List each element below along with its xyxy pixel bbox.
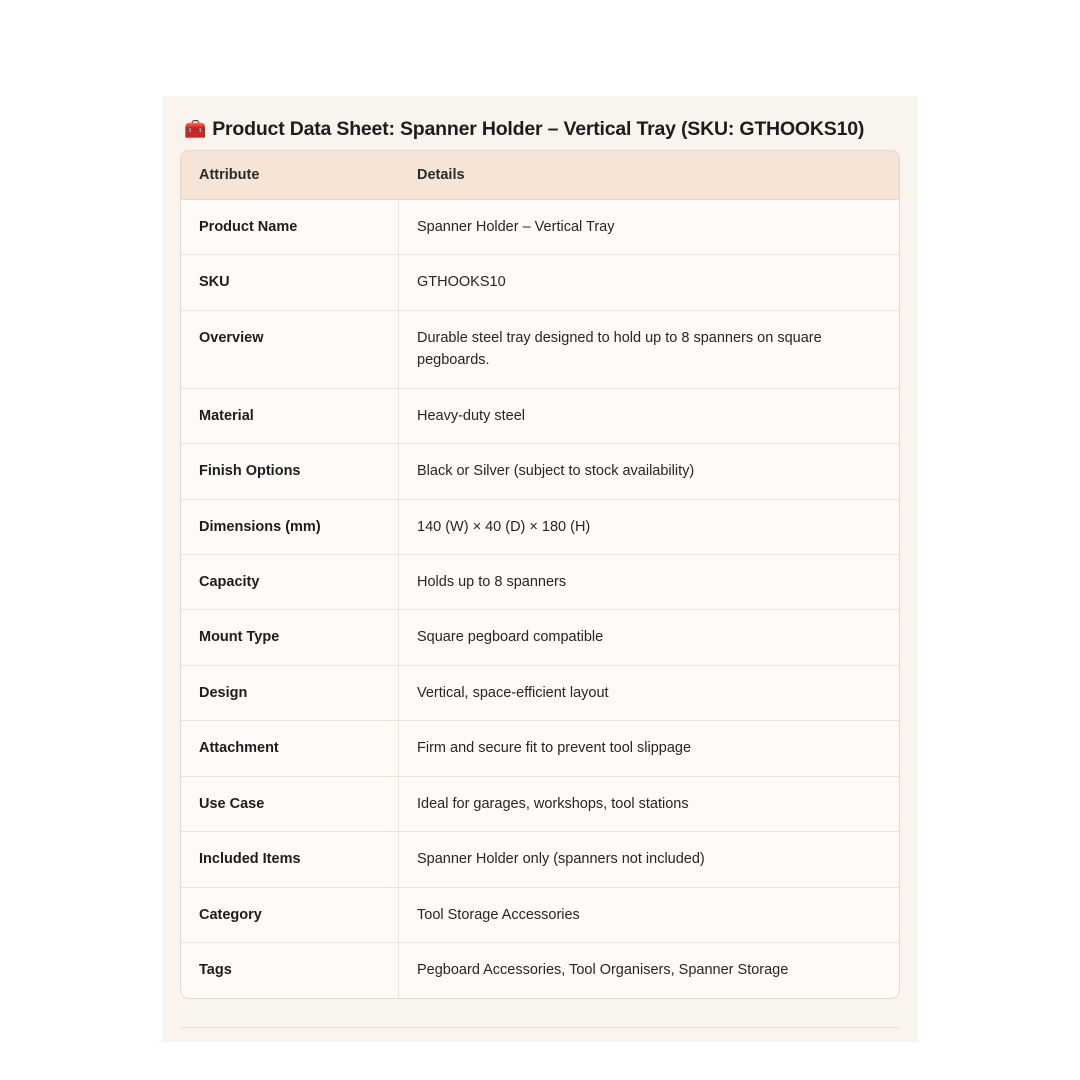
page-title bbox=[162, 96, 918, 150]
row-details: Heavy-duty steel bbox=[399, 389, 899, 444]
toolbox-icon: 🧰 bbox=[184, 119, 207, 139]
row-attribute: Category bbox=[181, 888, 399, 943]
row-details: Spanner Holder only (spanners not included) bbox=[399, 832, 899, 887]
column-header-details: Details bbox=[399, 151, 899, 200]
row-details: Spanner Holder – Vertical Tray bbox=[399, 200, 899, 255]
table-row bbox=[181, 555, 899, 610]
row-attribute: Use Case bbox=[181, 777, 399, 832]
table-row bbox=[181, 389, 899, 444]
row-attribute: Tags bbox=[181, 943, 399, 997]
row-details: 140 (W) × 40 (D) × 180 (H) bbox=[399, 500, 899, 555]
row-attribute: Attachment bbox=[181, 721, 399, 776]
table-row bbox=[181, 888, 899, 943]
row-attribute: Material bbox=[181, 389, 399, 444]
row-details: Durable steel tray designed to hold up to 8 spanners on square pegboards. bbox=[399, 311, 899, 389]
table-row bbox=[181, 311, 899, 389]
table-row bbox=[181, 832, 899, 887]
table-row bbox=[181, 200, 899, 255]
table-row bbox=[181, 666, 899, 721]
row-details: Holds up to 8 spanners bbox=[399, 555, 899, 610]
table-header-row bbox=[181, 151, 899, 200]
row-attribute: Finish Options bbox=[181, 444, 399, 499]
table-head bbox=[181, 151, 899, 200]
product-data-table-wrap bbox=[162, 150, 918, 1027]
table-row bbox=[181, 610, 899, 665]
row-details: Tool Storage Accessories bbox=[399, 888, 899, 943]
row-details: Pegboard Accessories, Tool Organisers, Spanner Storage bbox=[417, 962, 789, 979]
table-row bbox=[181, 777, 899, 832]
document-panel bbox=[162, 96, 918, 1042]
row-attribute: Design bbox=[181, 666, 399, 721]
row-details: GTHOOKS10 bbox=[399, 255, 899, 310]
row-details: Firm and secure fit to prevent tool slippage bbox=[399, 721, 899, 776]
row-attribute: Overview bbox=[181, 311, 399, 389]
table-row bbox=[181, 255, 899, 310]
page-title-text: Product Data Sheet: Spanner Holder – Vertical Tray (SKU: GTHOOKS10) bbox=[212, 118, 865, 140]
table-row bbox=[181, 500, 899, 555]
row-details: Vertical, space-efficient layout bbox=[399, 666, 899, 721]
row-attribute: Capacity bbox=[181, 555, 399, 610]
row-attribute: Mount Type bbox=[181, 610, 399, 665]
row-details: Black or Silver (subject to stock availability) bbox=[399, 444, 899, 499]
bottom-divider bbox=[180, 1027, 900, 1042]
table-body bbox=[181, 200, 899, 998]
product-data-table bbox=[180, 150, 900, 999]
row-attribute: Dimensions (mm) bbox=[181, 500, 399, 555]
table-row bbox=[181, 943, 899, 997]
row-attribute: SKU bbox=[181, 255, 399, 310]
row-attribute: Product Name bbox=[181, 200, 399, 255]
row-details: Square pegboard compatible bbox=[399, 610, 899, 665]
table-row bbox=[181, 444, 899, 499]
table-row bbox=[181, 721, 899, 776]
column-header-attribute: Attribute bbox=[181, 151, 399, 200]
row-attribute: Included Items bbox=[181, 832, 399, 887]
row-details: Ideal for garages, workshops, tool stations bbox=[399, 777, 899, 832]
